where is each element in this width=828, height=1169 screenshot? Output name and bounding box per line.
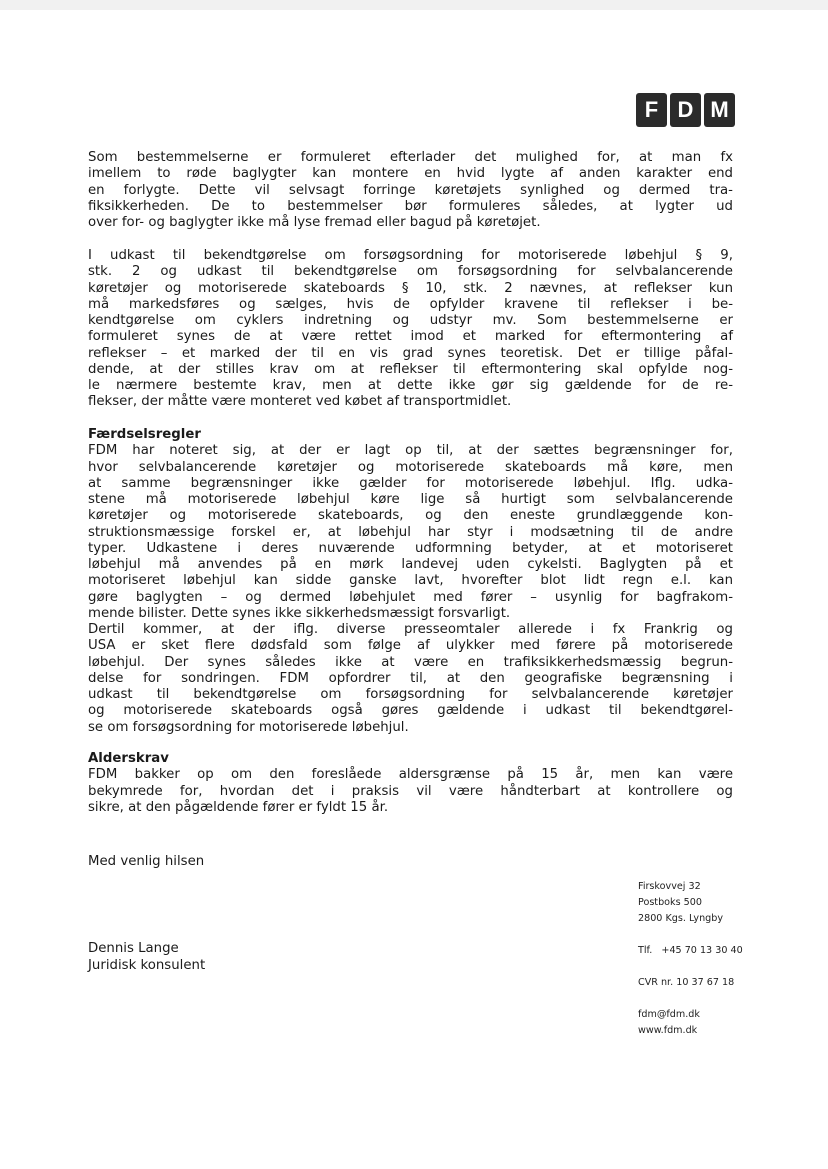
address-web: www.fdm.dk xyxy=(638,1025,698,1036)
section-body xyxy=(88,443,733,622)
address-cvr: CVR nr. 10 37 67 18 xyxy=(638,977,735,988)
section-traffic-rules xyxy=(88,427,733,736)
text-line: Som bestemmelserne er formuleret efterlader det mulighed for, at man fx xyxy=(88,150,733,165)
signer-name: Dennis Lange xyxy=(88,941,179,956)
text-line: må markedsføres og sælges, hvis de opfylder kravene til reflekser i be- xyxy=(88,296,733,312)
text-line: flekser, der måtte være monteret ved købet af transportmidlet. xyxy=(88,394,512,410)
text-line: mende bilister. Dette synes ikke sikkerhedsmæssigt forsvarligt. xyxy=(88,605,511,621)
section-age-requirement xyxy=(88,751,733,816)
paragraph-lights xyxy=(88,150,733,231)
section-body xyxy=(88,622,733,736)
text-line: dende, at der stilles krav om at reflekser til eftermontering skal opfylde nog- xyxy=(88,361,733,377)
text-line: imellem to røde baglygter kan montere en hvid lygte af anden karakter end xyxy=(88,166,733,182)
text-line: køretøjer og motoriserede skateboards, og den eneste grundlæggende kon- xyxy=(88,508,733,524)
logo-letter: M xyxy=(704,93,735,127)
text-line: USA er sket flere dødsfald som følge af ulykker med førere på motoriserede xyxy=(88,638,733,654)
text-line: FDM bakker op om den foreslåede aldersgrænse på 15 år, men kan være xyxy=(88,767,733,783)
text-line: køretøjer og motoriserede skateboards § 10, stk. 2 nævnes, at reflekser kun xyxy=(88,280,733,296)
logo-letter: D xyxy=(670,93,701,127)
section-body xyxy=(88,767,733,816)
section-heading: Færdselsregler xyxy=(88,427,201,442)
paragraph-reflectors xyxy=(88,248,733,411)
address-phone: Tlf. +45 70 13 30 40 xyxy=(638,945,743,956)
address-block xyxy=(638,879,743,1039)
text-line: løbehjul. Der synes således ikke at være en trafiksikkerhedsmæssig begrun- xyxy=(88,654,733,670)
text-line: kendtgørelse om cyklers indretning og udstyr mv. Som bestemmelserne er xyxy=(88,313,733,328)
address-street: Firskovvej 32 xyxy=(638,881,701,892)
text-line: en forlygte. Dette vil selvsagt forringe køretøjets synlighed og dermed tra- xyxy=(88,182,733,198)
text-line: I udkast til bekendtgørelse om forsøgsordning for motoriserede løbehjul § 9, xyxy=(88,248,733,263)
address-pobox: Postboks 500 xyxy=(638,897,702,908)
text-line: stk. 2 og udkast til bekendtgørelse om forsøgsordning for selvbalancerende xyxy=(88,264,733,280)
fdm-logo xyxy=(636,93,735,127)
text-line: motoriseret løbehjul kan sidde ganske lavt, hvorefter blot lidt regn e.l. kan xyxy=(88,573,733,589)
text-line: struktionsmæssige forskel er, at løbehjul har styr i modsætning til de andre xyxy=(88,524,733,540)
text-line: og motoriserede skateboards også gøres gældende i udkast til bekendtgørel- xyxy=(88,703,733,719)
text-line: reflekser – et marked der til en vis grad synes teoretisk. Det er tillige påfal- xyxy=(88,345,733,361)
text-line: løbehjul må anvendes på en mørk landevej uden cykelsti. Baglygten på et xyxy=(88,557,733,572)
text-line: at samme begrænsninger ikke gælder for motoriserede løbehjul. Iflg. udka- xyxy=(88,475,733,491)
text-line: delse for sondringen. FDM opfordrer til, at den geografiske begrænsning i xyxy=(88,670,733,686)
text-line: bekymrede for, hvordan det i praksis vil være håndterbart at kontrollere og xyxy=(88,783,733,799)
text-line: se om forsøgsordning for motoriserede løbehjul. xyxy=(88,719,409,735)
text-line: fiksikkerheden. De to bestemmelser bør formuleres således, at lygter ud xyxy=(88,198,733,214)
text-line: udkast til bekendtgørelse om forsøgsordning for selvbalancerende køretøjer xyxy=(88,687,733,702)
signer-title: Juridisk konsulent xyxy=(88,958,206,973)
closing: Med venlig hilsen xyxy=(88,854,205,869)
text-line: stene må motoriserede løbehjul køre lige så hurtigt som selvbalancerende xyxy=(88,492,733,507)
text-line: formuleret synes de at være rettet imod et marked for eftermontering af xyxy=(88,329,733,345)
text-line: FDM har noteret sig, at der er lagt op til, at der sættes begrænsninger for, xyxy=(88,443,733,459)
text-line: gøre baglygten – og dermed løbehjulet med fører – usynlig for bagfrakom- xyxy=(88,589,733,605)
address-email: fdm@fdm.dk xyxy=(638,1009,700,1020)
section-heading: Alderskrav xyxy=(88,751,169,766)
logo-letter: F xyxy=(636,93,667,127)
text-line: Dertil kommer, at der iflg. diverse presseomtaler allerede i fx Frankrig og xyxy=(88,622,733,637)
text-line: le nærmere bestemte krav, men at dette ikke gør sig gældende for de re- xyxy=(88,378,733,393)
text-line: sikre, at den pågældende fører er fyldt 15 år. xyxy=(88,799,389,815)
text-line: over for- og baglygter ikke må lyse fremad eller bagud på køretøjet. xyxy=(88,215,541,230)
text-line: typer. Udkastene i deres nuværende udformning betyder, at et motoriseret xyxy=(88,540,733,556)
signature-block xyxy=(88,940,205,974)
address-city: 2800 Kgs. Lyngby xyxy=(638,913,724,924)
text-line: hvor selvbalancerende køretøjer og motoriserede skateboards må køre, men xyxy=(88,459,733,475)
